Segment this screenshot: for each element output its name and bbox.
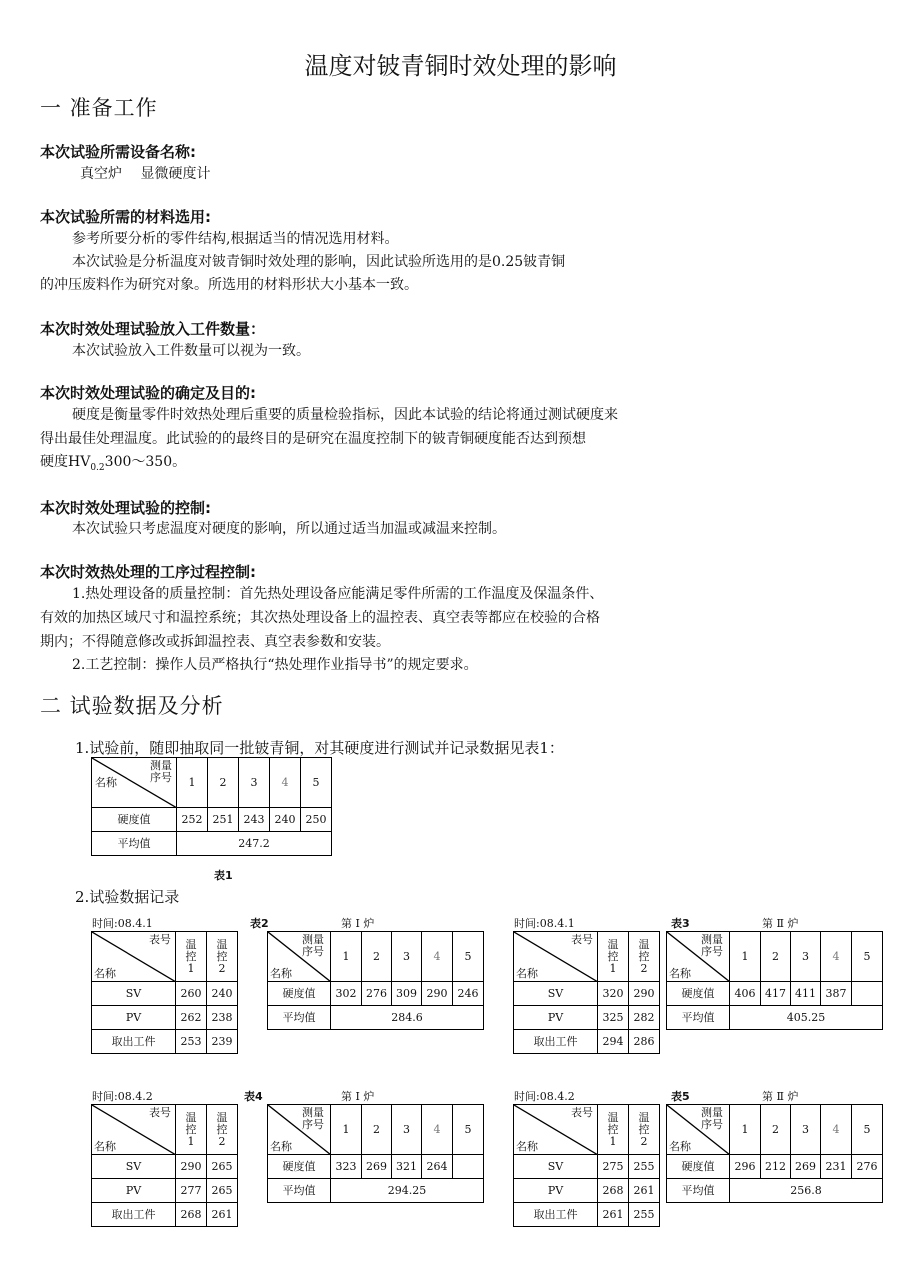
hardness-cell: 246	[453, 982, 484, 1006]
control-value: 262	[176, 1006, 207, 1030]
hardness-cell: 323	[331, 1155, 362, 1179]
average-cell: 284.6	[331, 1006, 484, 1030]
row-label-pv: PV	[92, 1006, 176, 1030]
control-value: 261	[207, 1203, 238, 1227]
control-value: 275	[598, 1155, 629, 1179]
control-value: 239	[207, 1030, 238, 1054]
row-label-pv: PV	[514, 1179, 598, 1203]
furnace-label: 第 Ⅰ 炉	[341, 917, 375, 930]
row-label-average: 平均值	[268, 1179, 331, 1203]
col-header: 4	[821, 1105, 852, 1155]
col-header: 2	[208, 758, 239, 808]
col-header: 4	[270, 758, 301, 808]
table-caption: 表4	[244, 1090, 263, 1103]
equipment-list: 真空炉 显微硬度计	[80, 166, 211, 182]
aim-heading: 本次时效处理试验的确定及目的:	[40, 384, 257, 402]
control-paragraph: 本次试验只考虑温度对硬度的影响，所以通过适当加温或减温来控制。	[72, 521, 506, 537]
col-header: 2	[362, 932, 392, 982]
control-1-header: 温 控 1	[176, 932, 207, 982]
hardness-cell: 243	[239, 808, 270, 832]
hardness-cell	[453, 1155, 484, 1179]
col-header: 2	[761, 932, 791, 982]
control-value: 320	[598, 982, 629, 1006]
col-header: 3	[392, 1105, 422, 1155]
col-header: 3	[791, 932, 821, 982]
average-cell: 294.25	[331, 1179, 484, 1203]
control-1-header: 温 控 1	[598, 1105, 629, 1155]
row-label-out: 取出工件	[514, 1030, 598, 1054]
col-header: 2	[761, 1105, 791, 1155]
hardness-cell: 387	[821, 982, 852, 1006]
control-2-header: 温 控 2	[629, 1105, 660, 1155]
col-header: 2	[362, 1105, 392, 1155]
col-header: 3	[392, 932, 422, 982]
row-label-hardness: 硬度值	[667, 1155, 730, 1179]
quantity-paragraph: 本次试验放入工件数量可以视为一致。	[72, 343, 310, 359]
diagonal-header: 测量 序号 名称	[92, 758, 177, 808]
aim-paragraph-2: 得出最佳处理温度。此试验的的最终目的是研究在温度控制下的铍青铜硬度能否达到预想	[40, 431, 586, 447]
col-header: 1	[177, 758, 208, 808]
control-value: 255	[629, 1155, 660, 1179]
hardness-table	[666, 931, 883, 1030]
control-value: 282	[629, 1006, 660, 1030]
col-header: 5	[852, 1105, 883, 1155]
hardness-cell: 269	[362, 1155, 392, 1179]
control-value: 240	[207, 982, 238, 1006]
hardness-cell: 276	[362, 982, 392, 1006]
hardness-table	[666, 1104, 883, 1203]
table-1-caption: 表1	[214, 869, 233, 882]
control-value: 253	[176, 1030, 207, 1054]
section-heading-1: 一 准备工作	[40, 96, 158, 120]
hardness-cell: 417	[761, 982, 791, 1006]
hardness-cell: 321	[392, 1155, 422, 1179]
hardness-cell: 406	[730, 982, 761, 1006]
hardness-cell: 252	[177, 808, 208, 832]
time-label: 时间:08.4.2	[92, 1090, 153, 1103]
col-header: 5	[453, 1105, 484, 1155]
control-value: 277	[176, 1179, 207, 1203]
control-1-header: 温 控 1	[176, 1105, 207, 1155]
col-header: 5	[453, 932, 484, 982]
row-label-average: 平均值	[268, 1006, 331, 1030]
control-2-header: 温 控 2	[207, 1105, 238, 1155]
col-header: 3	[239, 758, 270, 808]
control-table	[91, 1104, 238, 1227]
equipment-heading: 本次试验所需设备名称:	[40, 143, 196, 161]
diagonal-header: 测量 序号 名称	[667, 932, 730, 982]
hardness-cell: 411	[791, 982, 821, 1006]
time-label: 时间:08.4.1	[92, 917, 153, 930]
diagonal-header: 表号 名称	[514, 1105, 598, 1155]
row-label-hardness: 硬度值	[667, 982, 730, 1006]
hardness-cell: 302	[331, 982, 362, 1006]
control-table	[91, 931, 238, 1054]
control-table	[513, 931, 660, 1054]
col-header: 1	[730, 1105, 761, 1155]
row-label-average: 平均值	[667, 1006, 730, 1030]
average-cell: 247.2	[177, 832, 332, 856]
hardness-cell: 212	[761, 1155, 791, 1179]
control-value: 265	[207, 1155, 238, 1179]
control-value: 294	[598, 1030, 629, 1054]
diagonal-header: 测量 序号 名称	[667, 1105, 730, 1155]
diagonal-header: 测量 序号 名称	[268, 932, 331, 982]
col-header: 4	[422, 1105, 453, 1155]
hardness-cell: 251	[208, 808, 239, 832]
hardness-cell: 250	[301, 808, 332, 832]
quantity-heading: 本次时效处理试验放入工件数量：	[40, 320, 266, 338]
control-value: 265	[207, 1179, 238, 1203]
table-caption: 表2	[250, 917, 269, 930]
row-label-pv: PV	[92, 1179, 176, 1203]
process-paragraph-3: 期内；不得随意修改或拆卸温控表、真空表参数和安装。	[40, 634, 390, 650]
control-value: 255	[629, 1203, 660, 1227]
control-heading: 本次时效处理试验的控制:	[40, 499, 211, 517]
hardness-cell: 269	[791, 1155, 821, 1179]
hardness-cell: 276	[852, 1155, 883, 1179]
table-caption: 表5	[671, 1090, 690, 1103]
row-label-pv: PV	[514, 1006, 598, 1030]
col-header: 1	[331, 932, 362, 982]
row-label-out: 取出工件	[514, 1203, 598, 1227]
control-value: 260	[176, 982, 207, 1006]
control-1-header: 温 控 1	[598, 932, 629, 982]
col-header: 1	[730, 932, 761, 982]
control-value: 268	[176, 1203, 207, 1227]
control-value: 268	[598, 1179, 629, 1203]
col-header: 3	[791, 1105, 821, 1155]
process-paragraph-1: 1.热处理设备的质量控制：首先热处理设备应能满足零件所需的工作温度及保温条件、	[72, 586, 604, 602]
material-paragraph-2b: 的冲压废料作为研究对象。所选用的材料形状大小基本一致。	[40, 277, 418, 293]
col-header: 4	[821, 932, 852, 982]
col-header: 4	[422, 932, 453, 982]
row-label-out: 取出工件	[92, 1203, 176, 1227]
control-value: 261	[629, 1179, 660, 1203]
row-label-hardness: 硬度值	[268, 982, 331, 1006]
row-label-sv: SV	[92, 982, 176, 1006]
page-title: 温度对铍青铜时效处理的影响	[304, 52, 617, 80]
table-caption: 表3	[671, 917, 690, 930]
hardness-cell: 309	[392, 982, 422, 1006]
hardness-cell: 240	[270, 808, 301, 832]
row-label-sv: SV	[514, 982, 598, 1006]
row-label-hardness: 硬度值	[92, 808, 177, 832]
diagonal-header: 测量 序号 名称	[268, 1105, 331, 1155]
row-label-out: 取出工件	[92, 1030, 176, 1054]
diagonal-header: 表号 名称	[514, 932, 598, 982]
hardness-cell: 296	[730, 1155, 761, 1179]
furnace-label: 第 Ⅱ 炉	[762, 917, 799, 930]
table-1	[91, 757, 332, 856]
col-header: 5	[852, 932, 883, 982]
col-header: 5	[301, 758, 332, 808]
aim-paragraph-1: 硬度是衡量零件时效热处理后重要的质量检验指标，因此本试验的结论将通过测试硬度来	[72, 407, 618, 423]
average-cell: 256.8	[730, 1179, 883, 1203]
section-2-paragraph-2: 2.试验数据记录	[75, 888, 180, 906]
control-value: 290	[176, 1155, 207, 1179]
process-paragraph-2: 有效的加热区域尺寸和温控系统；其次热处理设备上的温控表、真空表等都应在校验的合格	[40, 610, 600, 626]
hardness-table	[267, 1104, 484, 1203]
furnace-label: 第 Ⅱ 炉	[762, 1090, 799, 1103]
aim-paragraph-3: 硬度$HV_{0.2}300\sim 350$。	[40, 454, 187, 473]
material-heading: 本次试验所需的材料选用:	[40, 208, 211, 226]
diagonal-header: 表号 名称	[92, 932, 176, 982]
section-2-paragraph-1: 1.试验前，随即抽取同一批铍青铜，对其硬度进行测试并记录数据见表1：	[75, 739, 564, 757]
control-value: 325	[598, 1006, 629, 1030]
control-table	[513, 1104, 660, 1227]
hardness-table	[267, 931, 484, 1030]
row-label-sv: SV	[514, 1155, 598, 1179]
time-label: 时间:08.4.1	[514, 917, 575, 930]
material-paragraph-1: 参考所要分析的零件结构,根据适当的情况选用材料。	[72, 231, 399, 247]
time-label: 时间:08.4.2	[514, 1090, 575, 1103]
row-label-hardness: 硬度值	[268, 1155, 331, 1179]
material-paragraph-2a: 本次试验是分析温度对铍青铜时效处理的影响，因此试验所选用的是0.25铍青铜	[72, 254, 566, 270]
hardness-cell: 231	[821, 1155, 852, 1179]
hardness-cell	[852, 982, 883, 1006]
row-label-average: 平均值	[92, 832, 177, 856]
col-header: 1	[331, 1105, 362, 1155]
section-heading-2: 二 试验数据及分析	[40, 694, 224, 718]
row-label-average: 平均值	[667, 1179, 730, 1203]
average-cell: 405.25	[730, 1006, 883, 1030]
control-2-header: 温 控 2	[207, 932, 238, 982]
control-2-header: 温 控 2	[629, 932, 660, 982]
control-value: 238	[207, 1006, 238, 1030]
process-paragraph-4: 2.工艺控制：操作人员严格执行“热处理作业指导书”的规定要求。	[72, 657, 478, 673]
row-label-sv: SV	[92, 1155, 176, 1179]
control-value: 261	[598, 1203, 629, 1227]
diagonal-header: 表号 名称	[92, 1105, 176, 1155]
control-value: 290	[629, 982, 660, 1006]
hardness-cell: 290	[422, 982, 453, 1006]
process-heading: 本次时效热处理的工序过程控制:	[40, 563, 257, 581]
control-value: 286	[629, 1030, 660, 1054]
hardness-cell: 264	[422, 1155, 453, 1179]
furnace-label: 第 Ⅰ 炉	[341, 1090, 375, 1103]
